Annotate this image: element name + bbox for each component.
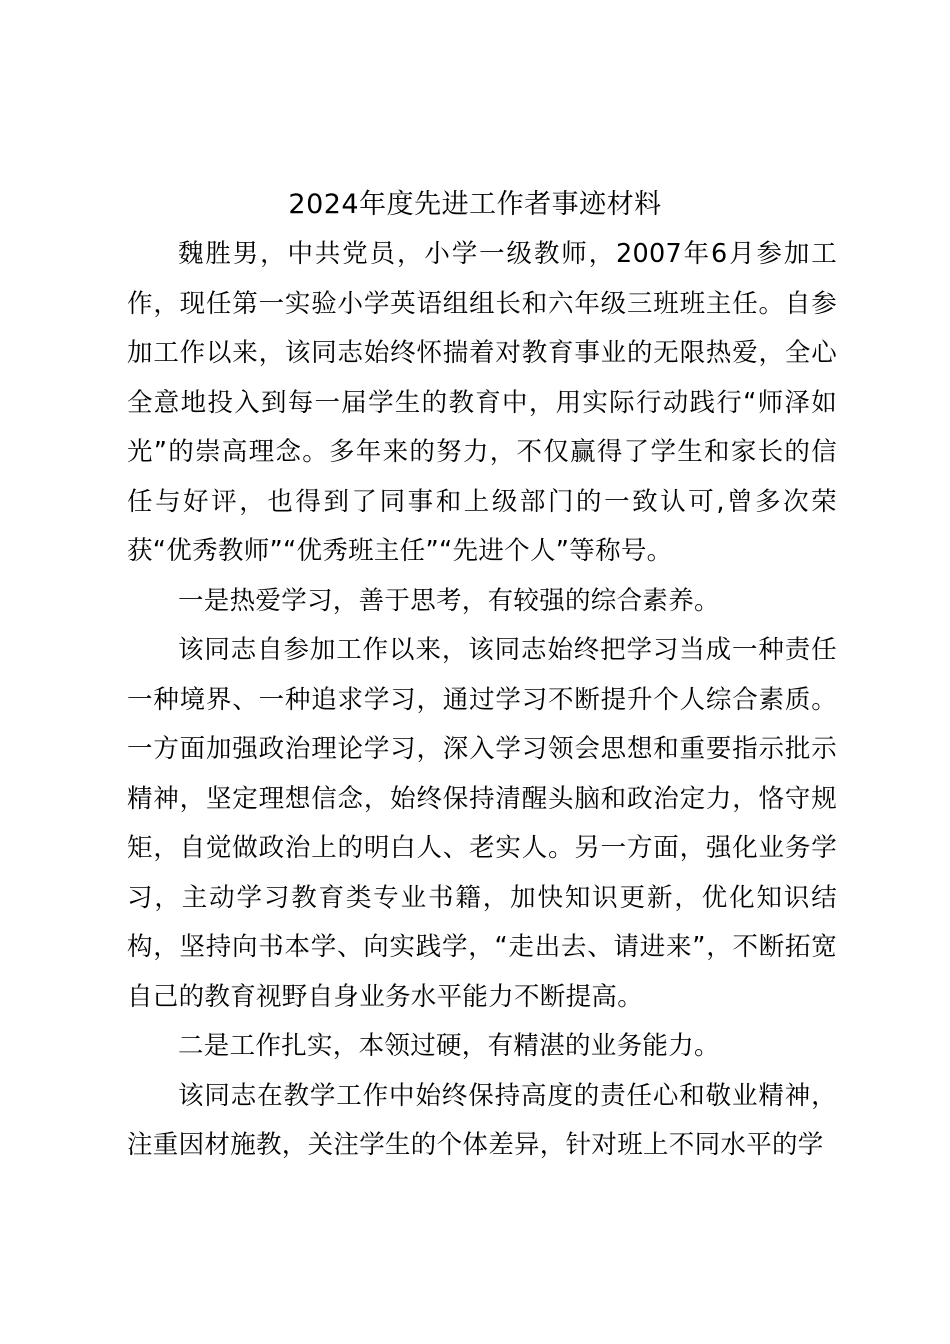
- document-title: 2024年度先进工作者事迹材料: [288, 189, 662, 220]
- paragraph-learning: 该同志自参加工作以来，该同志始终把学习当成一种责任一种境界、一种追求学习，通过学习不断提升个人综合素质。一方面加强政治理论学习，深入学习领会思想和重要指示批示精神，坚定理想信念，始终保持清醒头脑和政治定力，恪守规矩，自觉做政治上的明白人、老实人。另一方面，强化业务学习，主动学习教育类专业书籍，加快知识更新，优化知识结构，坚持向书本学、向实践学，“走出去、请进来”，不断拓宽自己的教育视野自身业务水平能力不断提高。: [127, 635, 837, 1012]
- document-body: [127, 230, 837, 1171]
- paragraph-intro: 魏胜男，中共党员，小学一级教师，2007年6月参加工作，现任第一实验小学英语组组长和六年级三班班主任。自参加工作以来，该同志始终怀揣着对教育事业的无限热爱，全心全意地投入到每一届学生的教育中，用实际行动践行“师泽如光”的崇高理念。多年来的努力，不仅赢得了学生和家长的信任与好评，也得到了同事和上级部门的一致认可,曾多次荣获“优秀教师”“优秀班主任”“先进个人”等称号。: [127, 239, 837, 566]
- paragraph-heading-two: 二是工作扎实，本领过硬，有精湛的业务能力。: [178, 1031, 720, 1061]
- paragraph-teaching: 该同志在教学工作中始终保持高度的责任心和敬业精神，注重因材施教，关注学生的个体差异，针对班上不同水平的学: [127, 1080, 837, 1160]
- paragraph-heading-one: 一是热爱学习，善于思考，有较强的综合素养。: [178, 585, 720, 616]
